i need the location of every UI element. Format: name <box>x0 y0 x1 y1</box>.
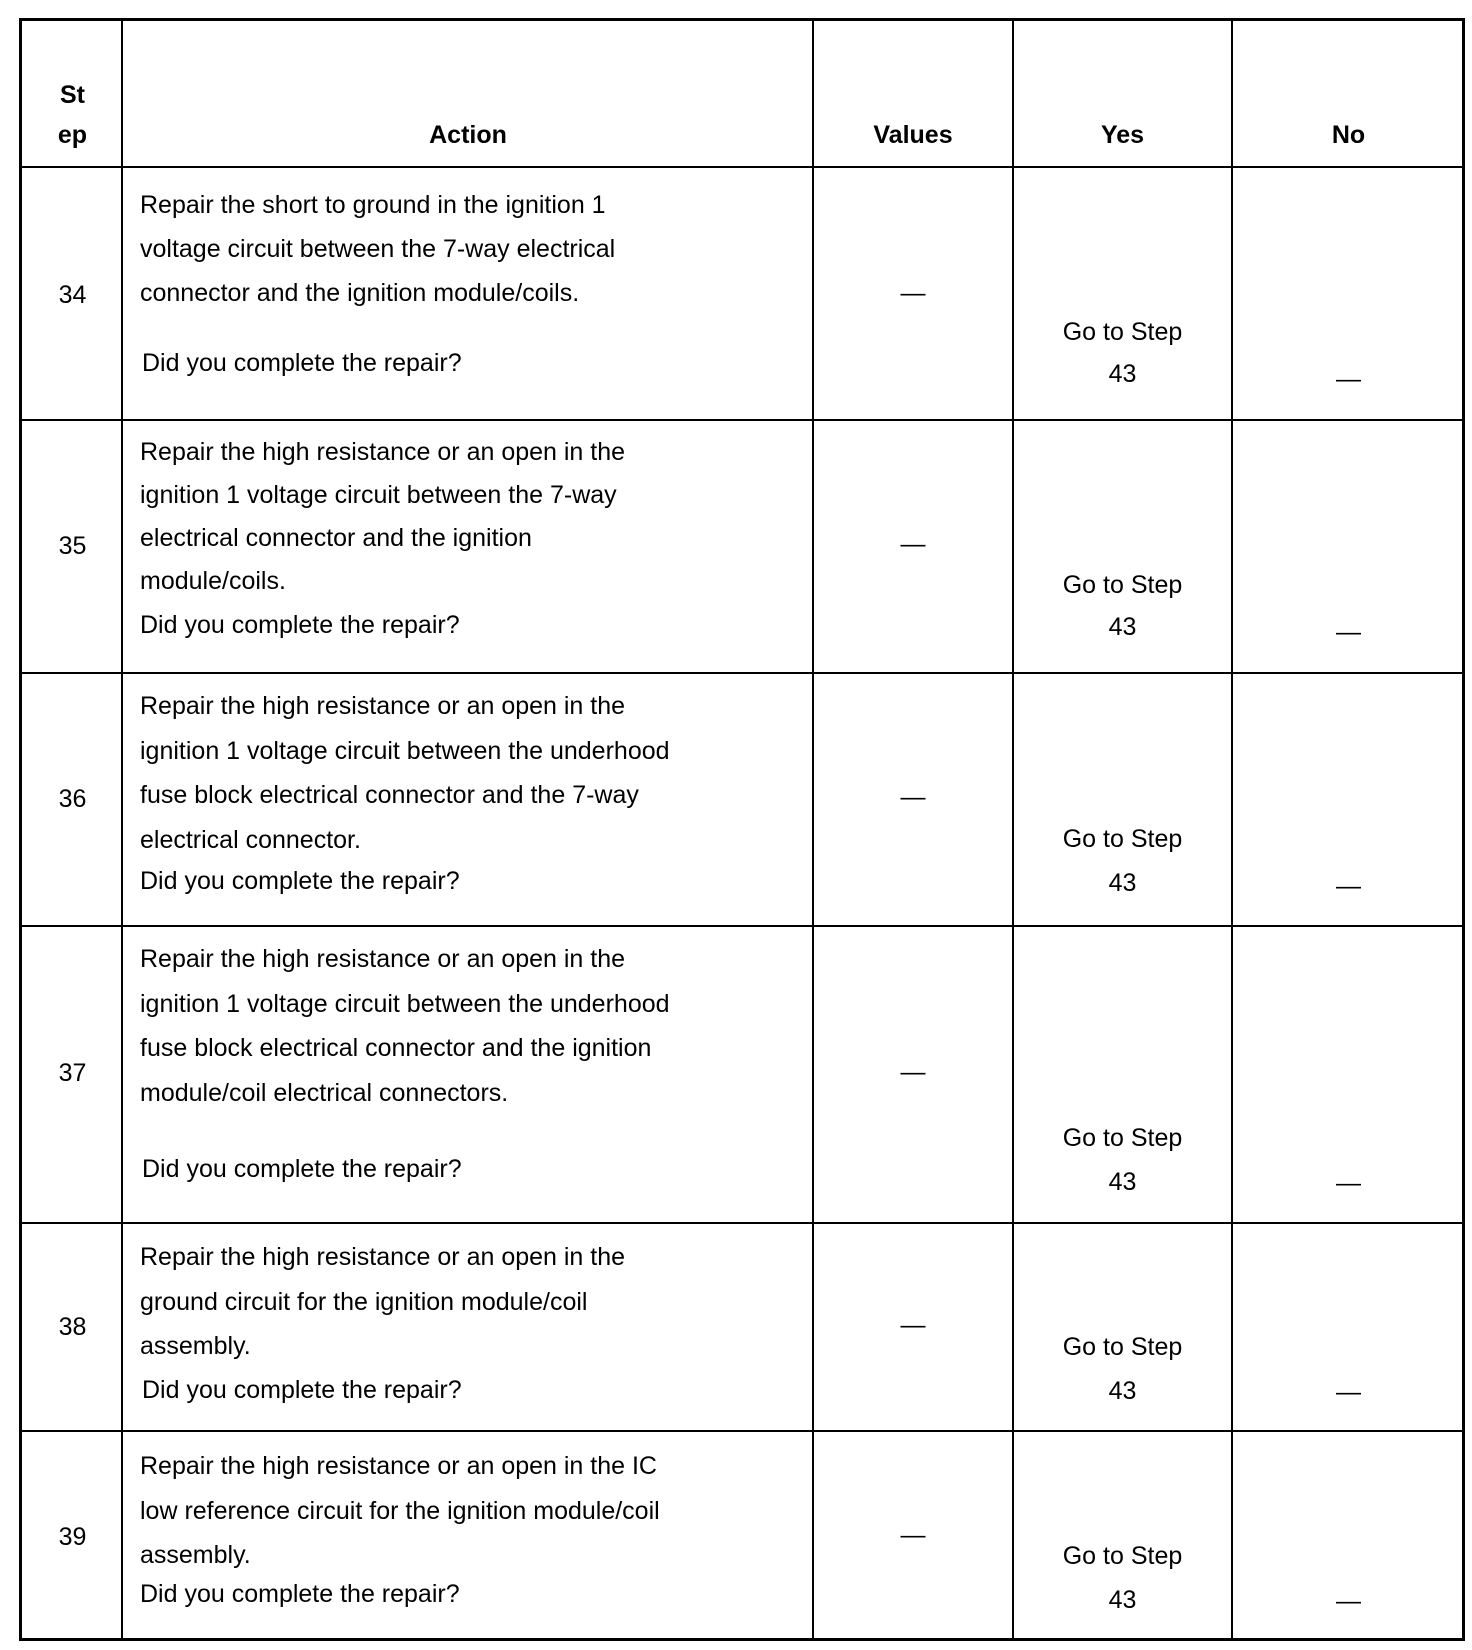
action-text <box>140 684 670 862</box>
action-question: Did you complete the repair? <box>142 349 462 377</box>
row-divider <box>22 925 1462 927</box>
row-divider <box>22 419 1462 421</box>
row-divider <box>22 1430 1462 1432</box>
action-text <box>140 183 615 315</box>
no-cell: — <box>1336 1587 1361 1615</box>
step-number: 38 <box>58 1313 87 1341</box>
action-line: ignition 1 voltage circuit between the underhood <box>140 736 670 765</box>
yes-cell <box>1013 817 1232 905</box>
action-line: Repair the high resistance or an open in the <box>140 945 626 973</box>
action-question: Did you complete the repair? <box>140 1580 460 1608</box>
values-cell: — <box>900 530 926 558</box>
values-cell: — <box>900 1521 926 1549</box>
step-number: 36 <box>58 785 87 813</box>
yes-go-to-step: Go to Step <box>1062 1333 1183 1361</box>
action-line: ignition 1 voltage circuit between the 7-way <box>140 481 617 509</box>
yes-go-to-step: Go to Step <box>1062 825 1183 853</box>
yes-step-number: 43 <box>1108 1168 1137 1196</box>
values-cell: — <box>900 783 926 811</box>
action-line: assembly. <box>140 1332 251 1360</box>
values-cell: — <box>900 1058 926 1086</box>
header-no: No <box>1331 121 1366 149</box>
step-number: 35 <box>58 532 87 560</box>
yes-step-number: 43 <box>1108 1586 1137 1614</box>
yes-go-to-step: Go to Step <box>1062 1124 1183 1152</box>
action-question: Did you complete the repair? <box>142 1155 462 1183</box>
action-line: Repair the high resistance or an open in the <box>140 1243 626 1271</box>
values-cell: — <box>900 1311 926 1339</box>
no-cell: — <box>1336 872 1361 900</box>
yes-cell <box>1013 311 1232 395</box>
yes-go-to-step: Go to Step <box>1062 318 1183 346</box>
row-divider <box>22 1222 1462 1224</box>
action-line: fuse block electrical connector and the ignition <box>140 1034 652 1062</box>
action-line: module/coils. <box>140 567 286 595</box>
action-line: connector and the ignition module/coils. <box>140 279 580 307</box>
step-number: 37 <box>58 1059 87 1087</box>
action-text <box>140 1444 660 1578</box>
action-line: low reference circuit for the ignition module/coil <box>140 1496 660 1525</box>
no-cell: — <box>1336 618 1361 646</box>
action-line: electrical connector. <box>140 825 361 854</box>
action-line: assembly. <box>140 1541 251 1569</box>
step-number: 39 <box>58 1523 87 1551</box>
yes-step-number: 43 <box>1108 1377 1137 1405</box>
action-line: electrical connector and the ignition <box>140 524 532 552</box>
action-line: ignition 1 voltage circuit between the underhood <box>140 989 670 1018</box>
action-line: module/coil electrical connectors. <box>140 1078 509 1107</box>
action-question: Did you complete the repair? <box>142 1376 462 1404</box>
header-step-line1: St <box>60 81 85 109</box>
action-line: voltage circuit between the 7-way electrical <box>140 235 616 263</box>
action-question: Did you complete the repair? <box>140 611 460 639</box>
yes-step-number: 43 <box>1108 360 1137 388</box>
yes-cell <box>1013 1325 1232 1413</box>
action-line: Repair the short to ground in the ignition 1 <box>140 191 606 219</box>
yes-go-to-step: Go to Step <box>1062 571 1183 599</box>
no-cell: — <box>1336 365 1361 393</box>
step-number: 34 <box>58 281 87 309</box>
action-text <box>140 1235 625 1369</box>
col-divider <box>812 21 814 1638</box>
diagnostic-table <box>19 18 1465 1641</box>
action-text <box>140 937 670 1115</box>
row-divider <box>22 166 1462 168</box>
action-line: ground circuit for the ignition module/coil <box>140 1287 588 1316</box>
action-line: Repair the high resistance or an open in the <box>140 692 626 720</box>
col-divider <box>121 21 123 1638</box>
yes-go-to-step: Go to Step <box>1062 1542 1183 1570</box>
header-values: Values <box>873 121 953 149</box>
action-line: fuse block electrical connector and the 7-way <box>140 781 639 809</box>
yes-cell <box>1013 1116 1232 1204</box>
no-cell: — <box>1336 1378 1361 1406</box>
header-action: Action <box>429 121 507 149</box>
header-yes: Yes <box>1100 121 1145 149</box>
action-line: Repair the high resistance or an open in the IC <box>140 1452 657 1480</box>
values-cell: — <box>900 279 926 307</box>
no-cell: — <box>1336 1169 1361 1197</box>
action-question: Did you complete the repair? <box>140 867 460 895</box>
yes-cell <box>1013 1534 1232 1622</box>
header-step-line2: ep <box>57 121 88 149</box>
action-line: Repair the high resistance or an open in the <box>140 438 626 466</box>
yes-step-number: 43 <box>1108 869 1137 897</box>
yes-step-number: 43 <box>1108 613 1137 641</box>
action-text <box>140 431 625 603</box>
yes-cell <box>1013 564 1232 648</box>
row-divider <box>22 672 1462 674</box>
